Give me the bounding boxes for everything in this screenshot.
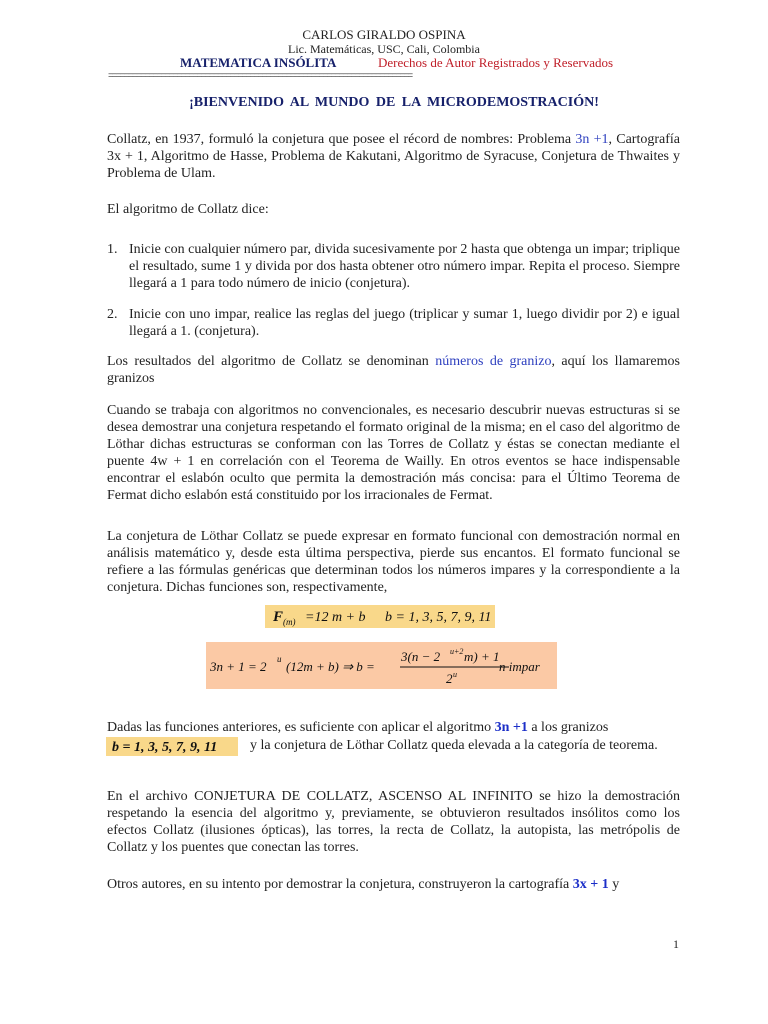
formula2-numerator: 3(n − 2 [401,649,441,664]
intro-text-end: , Cartografía 3x + 1, Algoritmo de Hasse, Problema de Kakutani, Algoritmo de Syracuse, Conjetura de Thwaites y Problema de Ulam. [107,132,680,181]
others-highlight: 3x + 1 [572,877,609,892]
formula2-numerator-end: m) + 1 [464,649,500,664]
page-number: 1 [673,937,679,951]
file-paragraph: En el archivo CONJETURA DE COLLATZ, ASCENSO AL INFINITO se hizo la demostración respetando la esencia del algoritmo y, previamente, se obtuvieron resultados insólitos como los efectos Collatz (ilusiones ópticas), las torres, la recta de Collatz, la autopista, las metrópolis de Collatz y los puentes que conectan las torres. [107,789,680,855]
formula-odd-numbers [265,605,495,628]
others-text: Otros autores, en su intento por demostrar la conjetura, construyeron la cartografía [107,877,573,892]
list-item [107,306,680,342]
hailstone-text-end: , aquí los llamaremos granizos [107,354,680,386]
applying-paragraph-end [250,737,680,754]
applying-text-mid: a los granizos [527,720,609,735]
formula-f-subscript: (m) [283,617,296,627]
others-paragraph [107,876,680,893]
formula2-exp-u: u [277,654,282,664]
formula2-middle: (12m + b) ⇒ b = [286,659,375,674]
formula-f: F [273,609,284,625]
author-name: CARLOS GIRALDO OSPINA [302,27,466,42]
page-title: ¡BIENVENIDO AL MUNDO DE LA MICRODEMOSTRACIÓN! [189,95,599,110]
others-text-end: y [608,877,620,892]
applying-text: Dadas las funciones anteriores, es suficiente con aplicar el algoritmo [107,720,495,735]
formula-rhs: =12 m + b [305,610,366,625]
list-item-number: 2. [107,307,118,322]
hailstone-text: Los resultados del algoritmo de Collatz se denominan [107,354,436,369]
structures-paragraph: Cuando se trabaja con algoritmos no convencionales, es necesario descubrir nuevas estructuras si se desea demostrar una conjetura respetando el formato original de la misma; en el caso del algoritmo de Löthar dichas estructuras se conforman con las Torres de Collatz y éstas se conectan mediante el puente 4w + 1 en correlación con el Teorema de Wailly. En otros eventos se hace indispensable encontrar el eslabón oculto que permita la demostración más concisa: para el Último Teorema de Fermat dicho eslabón está constituido por los irracionales de Fermat. [107,403,680,503]
formula2-denominator-exp: u [453,670,457,679]
algorithm-intro: El algoritmo de Collatz dice: [107,202,269,217]
formula-odd-numbers-svg [265,605,495,628]
hailstone-paragraph [107,353,680,387]
formula2-left: 3n + 1 = 2 [210,659,267,674]
hailstone-link[interactable]: números de granizo [435,354,552,369]
header-divider: =========================================================================== [108,71,412,81]
granizos-values: b = 1, 3, 5, 7, 9, 11 [112,740,218,755]
formula2-numerator-exp: u+2 [450,647,464,656]
functional-paragraph: La conjetura de Löthar Collatz se puede expresar en formato funcional con demostración normal en análisis matemático y, desde esta última perspectiva, pierde sus encantos. El formato funcional se refiere a las fórmulas genéricas que determinan todos los números impares y la correspondiente a la conjetura. Dichas funciones son, respectivamente, [107,529,680,595]
formula-collatz [206,642,557,689]
granizos-box-svg [106,737,238,756]
applying-paragraph [107,719,680,737]
formula2-condition: n impar [499,659,540,674]
list-item [107,241,680,295]
formula2-denominator: 2 [446,671,453,686]
list-item-text: Inicie con cualquier número par, divida sucesivamente por 2 hasta que obtenga un impar; triplique el resultado, sume 1 y divida por dos hasta obtener otro número impar. Repita el proceso. Siempre llegará a 1 para todo número de inicio (conjetura). [129,242,680,291]
list-item-number: 1. [107,242,118,257]
intro-paragraph [107,131,680,182]
applying-text-end: y la conjetura de Löthar Collatz queda elevada a la categoría de teorema. [250,738,658,753]
affiliation: Lic. Matemáticas, USC, Cali, Colombia [288,42,480,56]
granizos-box [106,737,238,756]
formula-b-values: b = 1, 3, 5, 7, 9, 11 [385,610,492,625]
intro-text: Collatz, en 1937, formuló la conjetura que posee el récord de nombres: Problema [107,132,576,147]
formula-collatz-svg [206,642,557,689]
intro-highlight: 3n +1 [575,132,609,147]
brand-name: MATEMATICA INSÓLITA [180,55,337,70]
list-item-text: Inicie con uno impar, realice las reglas del juego (triplicar y sumar 1, luego dividir por 2) e igual llegará a 1. (conjetura). [129,307,680,339]
copyright-notice: Derechos de Autor Registrados y Reservados [378,55,614,70]
applying-algorithm: 3n +1 [494,720,528,735]
